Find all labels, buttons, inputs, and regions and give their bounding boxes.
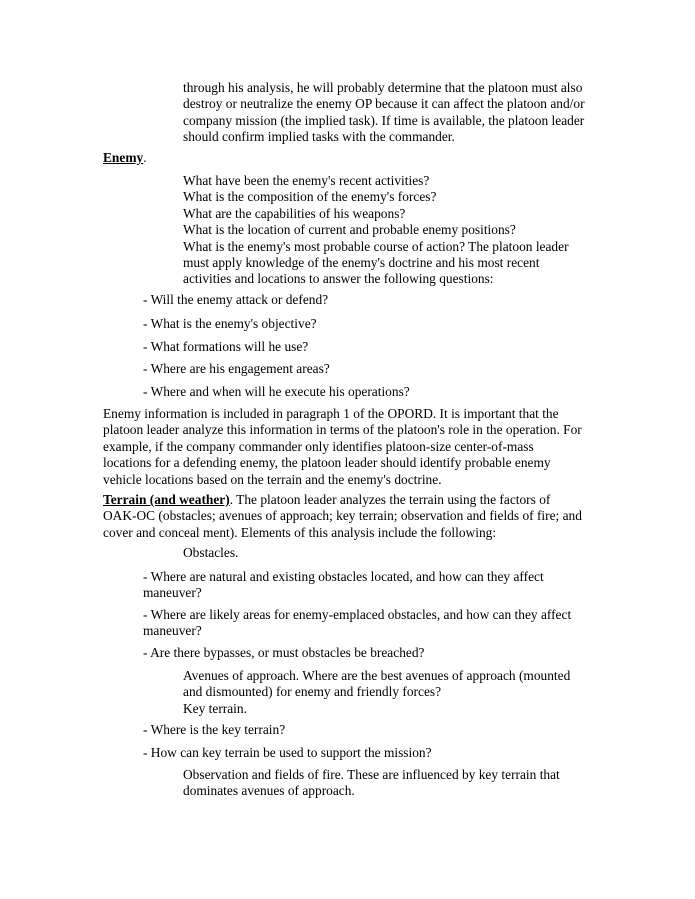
list-item: - Are there bypasses, or must obstacles be breached? bbox=[143, 645, 425, 660]
list-item: - Where is the key terrain? bbox=[143, 722, 286, 737]
avenues-paragraph: Avenues of approach. Where are the best avenues of approach (mounted and dismounted) for enemy and friendly forces? Key terrain. bbox=[183, 668, 571, 716]
intro-paragraph: through his analysis, he will probably determine that the platoon must also destroy or neutralize the enemy OP because it can affect the platoon and/or company mission (the implied task). If time is available, the platoon leader should confirm implied tasks with the commander. bbox=[183, 80, 585, 145]
enemy-heading: Enemy. bbox=[103, 150, 147, 165]
terrain-heading: Terrain (and weather) bbox=[103, 492, 230, 507]
terrain-paragraph: Terrain (and weather). The platoon leader analyzes the terrain using the factors of OAK-OC (obstacles; avenues of approach; key terrain; observation and fields of fire; and cover and conceal ment). Elements of this analysis include the following: bbox=[103, 492, 582, 540]
list-item: - How can key terrain be used to support the mission? bbox=[143, 745, 432, 760]
list-item: - Where are natural and existing obstacles located, and how can they affect maneuver? bbox=[143, 569, 544, 601]
list-item: - Where and when will he execute his operations? bbox=[143, 384, 410, 399]
list-item: - What is the enemy's objective? bbox=[143, 316, 317, 331]
obstacles-label: Obstacles. bbox=[183, 545, 239, 560]
enemy-questions: What have been the enemy's recent activities? What is the composition of the enemy's forces? What are the capabilities of his weapons? What is the location of current and probable enemy positions? What is the enemy's most probable course of action? The platoon leader must apply knowledge of the enemy's doctrine and his most recent activities and locations to answer the following questions: bbox=[183, 173, 569, 287]
enemy-info-paragraph: Enemy information is included in paragraph 1 of the OPORD. It is important that the platoon leader analyze this information in terms of the platoon's role in the operation. For example, if the company commander only identifies platoon-size center-of-mass locations for a defending enemy, the platoon leader should identify probable enemy vehicle locations based on the terrain and the enemy's doctrine. bbox=[103, 406, 582, 487]
observation-paragraph: Observation and fields of fire. These are influenced by key terrain that dominates avenues of approach. bbox=[183, 767, 560, 799]
list-item: - Where are his engagement areas? bbox=[143, 361, 330, 376]
list-item: - What formations will he use? bbox=[143, 339, 309, 354]
list-item: - Will the enemy attack or defend? bbox=[143, 292, 329, 307]
list-item: - Where are likely areas for enemy-emplaced obstacles, and how can they affect maneuver? bbox=[143, 607, 572, 639]
